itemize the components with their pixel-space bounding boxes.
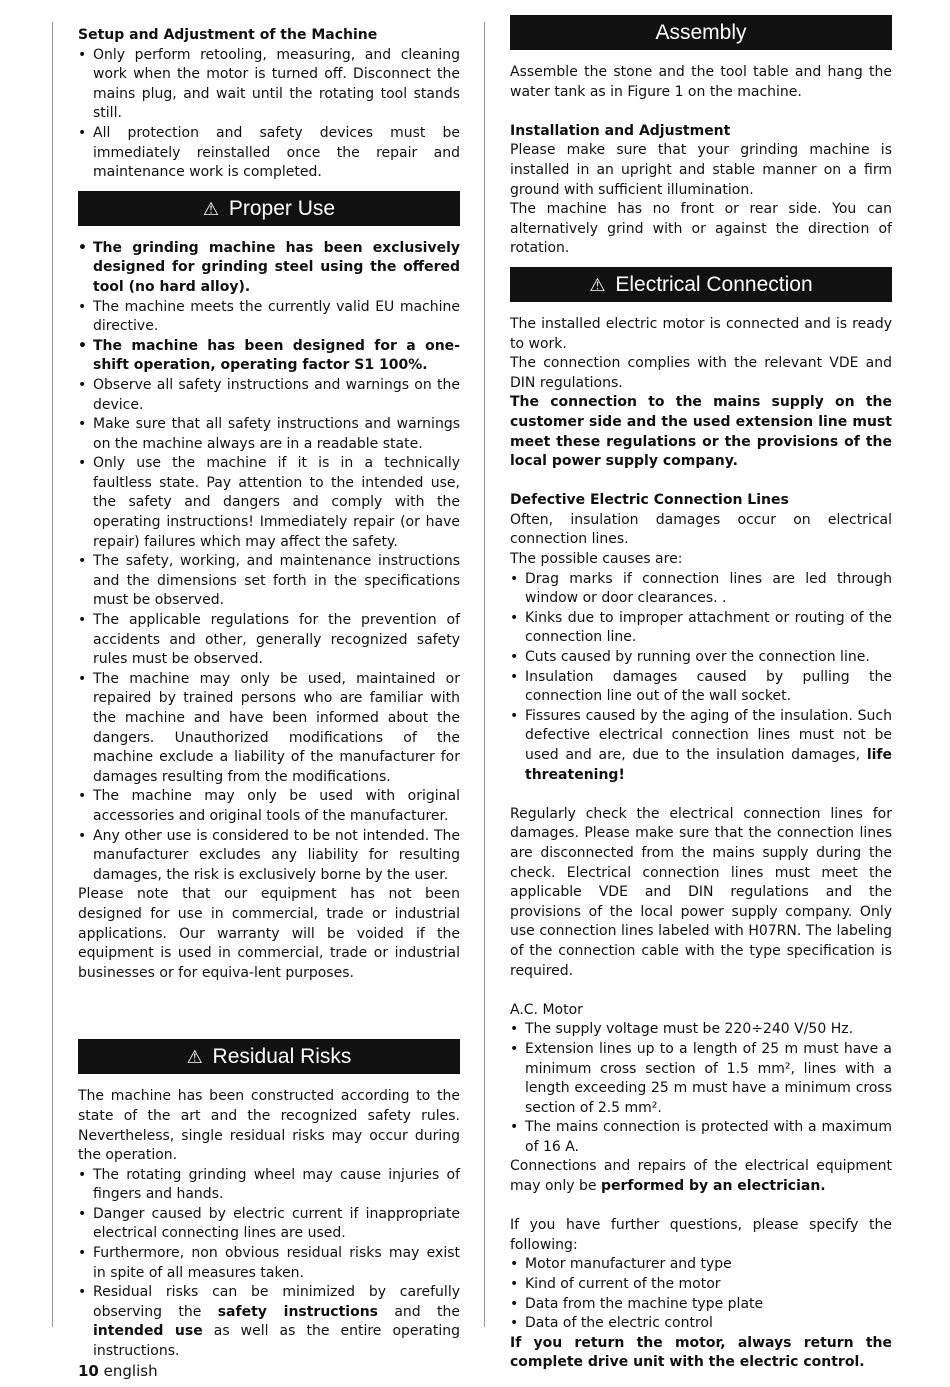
list-item: • Observe all safety instructions and warnings on the device.: [78, 376, 460, 415]
defective-causes-list: [510, 570, 892, 786]
electrical-connection-title: Electrical Connection: [615, 272, 813, 296]
assembly-text: Assemble the stone and the tool table and hang the water tank as in Figure 1 on the machine.: [510, 64, 892, 100]
list-item: • All protection and safety devices must be immediately reinstalled once the repair and maintenance work is completed.: [78, 124, 460, 183]
residual-list: [78, 1166, 460, 1362]
installation-p1: Please make sure that your grinding machine is installed in an upright and stable manner on a firm ground with sufficient illumination.: [510, 142, 892, 198]
assembly-banner: [510, 15, 892, 50]
setup-heading: Setup and Adjustment of the Machine: [78, 27, 378, 43]
ac-motor-heading: A.C. Motor: [510, 1001, 583, 1018]
list-item: • Motor manufacturer and type: [510, 1255, 892, 1275]
questions-list: [510, 1255, 892, 1333]
warning-triangle-icon: ⚠: [589, 274, 606, 295]
return-note: If you return the motor, always return the complete drive unit with the electric control.: [510, 1334, 892, 1371]
list-item: • Kind of current of the motor: [510, 1275, 892, 1295]
residual-intro: The machine has been constructed according to the state of the art and the recognized safety rules. Nevertheless, single residual risks may occur during the operation.: [78, 1088, 460, 1164]
regular-check-text: Regularly check the electrical connection lines for damages. Please make sure that the connection lines are disconnected from the mains supply during the check. Electrical connection lines must meet the applicable VDE and DIN regulations and the provisions of the local power supply company. Only use connection lines labeled with H07RN. The labeling of the connection cable with the type specification is required.: [510, 805, 892, 979]
list-item: • Residual risks can be minimized by carefully observing the safety instructions and the intended use as well as the entire operating instructions.: [78, 1283, 460, 1361]
list-item: • The safety, working, and maintenance instructions and the dimensions set forth in the specifications must be observed.: [78, 552, 460, 611]
list-item: • Danger caused by electric current if inappropriate electrical connecting lines are used.: [78, 1205, 460, 1244]
page-number: 10: [78, 1362, 99, 1380]
list-item: • Only perform retooling, measuring, and cleaning work when the motor is turned off. Disconnect the mains plug, and wait until the rotating tool stands still.: [78, 46, 460, 124]
defective-p1: Often, insulation damages occur on electrical connection lines.: [510, 511, 892, 548]
ac-motor-list: [510, 1020, 892, 1157]
list-item: • Kinks due to improper attachment or routing of the connection line.: [510, 609, 892, 648]
list-item: • Any other use is considered to be not intended. The manufacturer excludes any liability for resulting damages, the risk is exclusively borne by the user.: [78, 827, 460, 886]
warning-triangle-icon: ⚠: [202, 198, 220, 219]
questions-intro: If you have further questions, please specify the following:: [510, 1217, 892, 1253]
list-item: • Only use the machine if it is in a technically faultless state. Pay attention to the intended use, the safety and dangers and comply with the operating instructions! Immediately repair (or have repair) failures which may affect the safety.: [78, 454, 460, 552]
electrical-p1: The installed electric motor is connected and is ready to work.: [510, 315, 892, 352]
right-column: [510, 7, 892, 1373]
list-item: • Data from the machine type plate: [510, 1295, 892, 1315]
list-item: • Furthermore, non obvious residual risks may exist in spite of all measures taken.: [78, 1244, 460, 1283]
electrical-p3: The connection to the mains supply on the customer side and the used extension line must meet these regulations or the provisions of the local power supply company.: [510, 394, 892, 470]
residual-risks-title: Residual Risks: [212, 1045, 352, 1069]
list-item: • Drag marks if connection lines are led through window or door clearances. .: [510, 570, 892, 609]
list-item: • Fissures caused by the aging of the insulation. Such defective electrical connection lines must not be used and are, due to the insulation damages, life threatening!: [510, 707, 892, 785]
installation-p2: The machine has no front or rear side. You can alternatively grind with or against the direction of rotation.: [510, 201, 892, 257]
list-item: • The machine meets the currently valid EU machine directive.: [78, 298, 460, 337]
left-margin-rule: [52, 22, 53, 1327]
list-item: • The machine may only be used with original accessories and original tools of the manufacturer.: [78, 787, 460, 826]
center-column-rule: [484, 22, 485, 1327]
electrician-note: Connections and repairs of the electrical equipment may only be performed by an electrician.: [510, 1158, 892, 1195]
list-item: • Make sure that all safety instructions and warnings on the machine always are in a readable state.: [78, 415, 460, 454]
list-item: • The applicable regulations for the prevention of accidents and other, generally recognized safety rules must be observed.: [78, 611, 460, 670]
list-item: • Insulation damages caused by pulling the connection line out of the wall socket.: [510, 668, 892, 707]
list-item: • The machine may only be used, maintained or repaired by trained persons who are familiar with the machine and have been informed about the dangers. Unauthorized modifications of the machine exclude a liability of the manufacturer for damages resulting from the modifications.: [78, 670, 460, 788]
warning-triangle-icon: ⚠: [186, 1047, 203, 1068]
electrical-connection-banner: [510, 267, 892, 302]
list-item: • The machine has been designed for a one-shift operation, operating factor S1 100%.: [78, 337, 460, 376]
residual-risks-banner: [78, 1039, 460, 1074]
page-language: english: [103, 1362, 158, 1380]
defective-p2: The possible causes are:: [510, 551, 683, 568]
assembly-title: Assembly: [655, 21, 747, 44]
list-item: • The mains connection is protected with a maximum of 16 A.: [510, 1118, 892, 1157]
page-footer: [78, 1362, 158, 1380]
setup-list: [78, 46, 460, 183]
warranty-note: Please note that our equipment has not been designed for use in commercial, trade or industrial applications. Our warranty will be voided if the equipment is used in commercial, trade or industrial businesses or for equiva-lent purposes.: [78, 886, 460, 981]
list-item: • Cuts caused by running over the connection line.: [510, 648, 892, 668]
list-item: • The supply voltage must be 220÷240 V/50 Hz.: [510, 1020, 892, 1040]
installation-heading: Installation and Adjustment: [510, 122, 731, 139]
left-column: [78, 26, 460, 1362]
list-item: • The grinding machine has been exclusively designed for grinding steel using the offered tool (no hard alloy).: [78, 239, 460, 298]
list-item: • Extension lines up to a length of 25 m must have a minimum cross section of 1.5 mm², lines with a length exceeding 25 m must have a minimum cross section of 2.5 mm².: [510, 1040, 892, 1118]
proper-use-title: Proper Use: [228, 196, 336, 220]
list-item: • The rotating grinding wheel may cause injuries of fingers and hands.: [78, 1166, 460, 1205]
defective-heading: Defective Electric Connection Lines: [510, 492, 789, 509]
proper-use-list: [78, 239, 460, 886]
proper-use-banner: [78, 191, 460, 226]
list-item: • Data of the electric control: [510, 1314, 892, 1334]
electrical-p2: The connection complies with the relevant VDE and DIN regulations.: [510, 355, 892, 391]
